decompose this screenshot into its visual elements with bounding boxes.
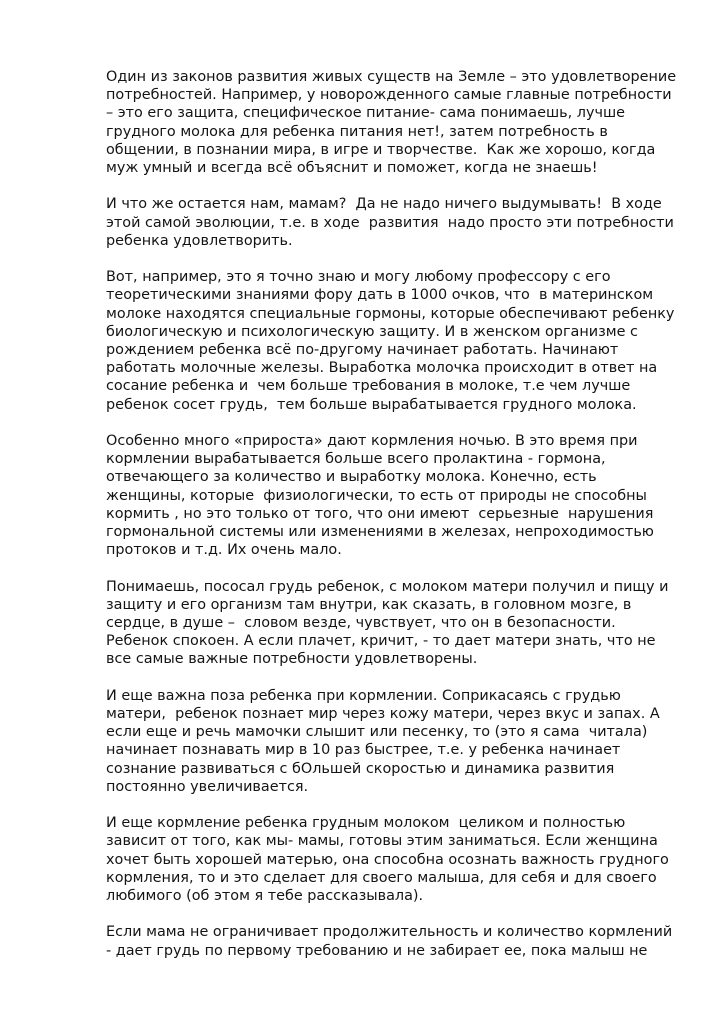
text-line: муж умный и всегда всё объяснит и поможет, когда не знаешь! xyxy=(106,160,598,177)
text-line: теоретическими знаниями фору дать в 1000 очков, что в материнском xyxy=(106,287,654,304)
text-line: отвечающего за количество и выработку молока. Конечно, есть xyxy=(106,469,597,486)
text-line: кормлении вырабатывается больше всего пролактина - гормона, xyxy=(106,451,606,468)
text-line: Ребенок спокоен. А если плачет, кричит, - то дает матери знать, что не xyxy=(106,633,656,650)
text-line: Если мама не ограничивает продолжительность и количество кормлений xyxy=(106,924,673,941)
text-line: женщины, которые физиологически, то есть от природы не способны xyxy=(106,487,647,504)
text-line: защиту и его организм там внутри, как сказать, в головном мозге, в xyxy=(106,596,632,613)
text-line: зависит от того, как мы- мамы, готовы этим заниматься. Если женщина xyxy=(106,833,658,850)
text-line: ребенок сосет грудь, тем больше вырабатывается грудного молока. xyxy=(106,396,637,413)
text-line: биологическую и психологическую защиту. И в женском организме с xyxy=(106,323,638,340)
text-line: молоке находятся специальные гормоны, которые обеспечивают ребенку xyxy=(106,305,675,322)
text-line: И еще важна поза ребенка при кормлении. Соприкасаясь с грудью xyxy=(106,687,621,704)
paragraph-3 xyxy=(106,268,682,414)
text-line: любимого (об этом я тебе рассказывала). xyxy=(106,888,424,905)
paragraph-7 xyxy=(106,814,682,905)
text-line: сосание ребенка и чем больше требования в молоке, т.е чем лучше xyxy=(106,378,631,395)
paragraph-4 xyxy=(106,432,682,559)
text-line: гормональной системы или изменениями в железах, непроходимостью xyxy=(106,524,654,541)
text-line: работать молочные железы. Выработка молочка происходит в ответ на xyxy=(106,360,658,377)
text-line: грудного молока для ребенка питания нет!, затем потребность в xyxy=(106,123,608,140)
text-line: Особенно много «прироста» дают кормления ночью. В это время при xyxy=(106,433,638,450)
paragraph-5 xyxy=(106,578,682,669)
paragraph-spacer xyxy=(106,414,682,432)
paragraph-spacer xyxy=(106,177,682,195)
text-line: кормить , но это только от того, что они имеют серьезные нарушения xyxy=(106,505,654,522)
paragraph-spacer xyxy=(106,559,682,577)
text-line: постоянно увеличивается. xyxy=(106,778,309,795)
paragraph-1 xyxy=(106,68,682,177)
text-line: кормления, то и это сделает для своего малыша, для себя и для своего xyxy=(106,869,657,886)
text-line: рождением ребенка всё по-другому начинает работать. Начинают xyxy=(106,342,619,359)
text-line: Понимаешь, пососал грудь ребенок, с молоком матери получил и пищу и xyxy=(106,578,669,595)
paragraph-spacer xyxy=(106,796,682,814)
text-line: Один из законов развития живых существ на Земле – это удовлетворение xyxy=(106,69,677,85)
paragraph-8 xyxy=(106,923,682,959)
text-line: И еще кормление ребенка грудным молоком целиком и полностью xyxy=(106,815,626,832)
text-line: потребностей. Например, у новорожденного самые главные потребности xyxy=(106,87,672,104)
text-line: сознание развиваться с бОльшей скоростью и динамика развития xyxy=(106,760,615,777)
text-line: все самые важные потребности удовлетворены. xyxy=(106,651,478,668)
paragraph-6 xyxy=(106,687,682,796)
text-line: сердце, в душе – словом везде, чувствует, что он в безопасности. xyxy=(106,615,616,632)
text-line: – это его защита, специфическое питание- сама понимаешь, лучше xyxy=(106,105,625,122)
text-line: общении, в познании мира, в игре и творчестве. Как же хорошо, когда xyxy=(106,141,656,158)
paragraph-spacer xyxy=(106,669,682,687)
text-line: матери, ребенок познает мир через кожу матери, через вкус и запах. А xyxy=(106,706,660,723)
text-line: начинает познавать мир в 10 раз быстрее, т.е. у ребенка начинает xyxy=(106,742,621,759)
text-line: - дает грудь по первому требованию и не забирает ее, пока малыш не xyxy=(106,942,648,959)
text-line: хочет быть хорошей матерью, она способна осознать важность грудного xyxy=(106,851,669,868)
text-line: И что же остается нам, мамам? Да не надо ничего выдумывать! В ходе xyxy=(106,196,662,213)
paragraph-spacer xyxy=(106,905,682,923)
text-line: если еще и речь мамочки слышит или песенку, то (это я сама читала) xyxy=(106,724,648,741)
document-body xyxy=(106,68,682,960)
text-line: Вот, например, это я точно знаю и могу любому профессору с его xyxy=(106,269,611,286)
text-line: этой самой эволюции, т.е. в ходе развития надо просто эти потребности xyxy=(106,214,674,231)
paragraph-2 xyxy=(106,195,682,250)
text-line: протоков и т.д. Их очень мало. xyxy=(106,542,342,559)
text-line: ребенка удовлетворить. xyxy=(106,232,293,249)
paragraph-spacer xyxy=(106,250,682,268)
